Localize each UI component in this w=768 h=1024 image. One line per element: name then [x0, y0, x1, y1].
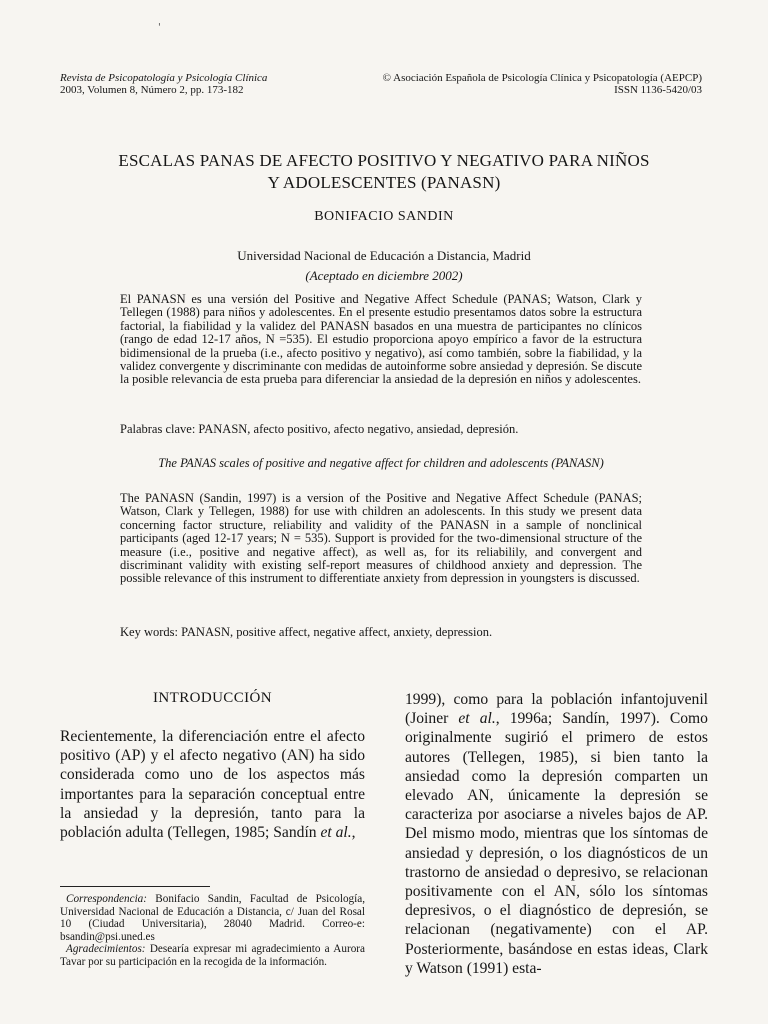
body-text-right-a: 1999), como para la población infantojuvenil (Joiner — [405, 691, 708, 728]
body-text-right-b: , 1996a; Sandín, 1997). Como originalmente sugirió el primero de estos autores (Tellegen, 1985), si bien tanto la ansiedad como la depresión comparten un elevado AN, únicamente la depresión se caracteriza por asociarse a niveles bajos de AP. Del mismo modo, mientras que los síntomas de ansiedad y depresión, o los diagnósticos de un trastorno de ansiedad o depresivo, se relacionan positivamente con el AN, sólo los síntomas depresivos, o el diagnóstico de depresión, se relacionan (negativamente) con el AP. Posteriormente, basándose en estas ideas, Clark y Watson (1991) esta- — [405, 710, 708, 977]
footnote-thanks — [60, 943, 365, 968]
title-line-2: Y ADOLESCENTES (PANASN) — [267, 173, 501, 192]
thanks-text: Desearía expresar mi agradecimiento a Aurora Tavar por su participación en la recogida de la información. — [60, 943, 365, 968]
scan-mark: ' — [158, 22, 161, 33]
footnote-divider — [60, 886, 210, 887]
correspondence-text: Bonifacio Sandin, Facultad de Psicología, Universidad Nacional de Educación a Distancia, c/ Juan del Rosal 10 (Ciudad Universitaria), 28040 Madrid. Correo-e: bsandin@psi.uned.es — [60, 893, 365, 943]
article-title — [60, 150, 708, 194]
footnote-correspondence — [60, 893, 365, 943]
correspondence-label: Correspondencia: — [66, 893, 147, 905]
issn-line: ISSN 1136-5420/03 — [614, 84, 702, 96]
accepted-date: (Aceptado en diciembre 2002) — [305, 268, 463, 283]
author-affiliation: Universidad Nacional de Educación a Distancia, Madrid — [237, 248, 531, 263]
body-text-left-b: , — [351, 824, 356, 842]
keywords-spanish: Palabras clave: PANASN, afecto positivo, afecto negativo, ansiedad, depresión. — [120, 422, 519, 436]
section-heading: INTRODUCCIÓN — [153, 690, 272, 706]
journal-name: Revista de Psicopatología y Psicología Clínica — [60, 72, 268, 84]
body-text-left-a: Recientemente, la diferenciación entre el afecto positivo (AP) y el afecto negativo (AN) ha sido considerada como uno de los aspectos más importantes para la separación conceptual entre la ansiedad y la depresión, tanto para la población adulta (Tellegen, 1985; Sandín — [60, 728, 365, 842]
author-name: BONIFACIO SANDIN — [314, 209, 454, 224]
journal-citation — [60, 72, 267, 96]
thanks-label: Agradecimientos: — [66, 943, 146, 956]
abstract-spanish: El PANASN es una versión del Positive and Negative Affect Schedule (PANAS; Watson, Clark y Tellegen (1988) para niños y adolescentes. En el presente estudio presentamos datos sobre la estructura factorial, la fiabilidad y la validez del PANASN basados en una muestra de participantes no clínicos (rango de edad 12-17 años, N =535). El estudio proporciona apoyo empírico a favor de la estructura bidimensional de la prueba (i.e., afecto positivo y negativo), así como también, sobre la fiabilidad, y la validez convergente y discriminante con medidas de autoinforme sobre ansiedad y depresión. Se discute la posible relevancia de esta prueba para diferenciar la ansiedad de la depresión en niños y adolescentes. — [120, 292, 642, 387]
footnotes — [60, 893, 365, 969]
english-title: The PANAS scales of positive and negative affect for children and adolescents (PANASN) — [158, 456, 604, 470]
body-column-right — [405, 690, 708, 978]
body-column-left — [60, 727, 365, 842]
title-line-1: ESCALAS PANAS DE AFECTO POSITIVO Y NEGATIVO PARA NIÑOS — [118, 151, 650, 170]
keywords-english: Key words: PANASN, positive affect, negative affect, anxiety, depression. — [120, 625, 493, 639]
abstract-english: The PANASN (Sandin, 1997) is a version of the Positive and Negative Affect Schedule (PANAS; Watson, Clark y Tellegen, 1988) for use with children an adolescents. In this study we present data concerning factor structure, reliability and validity of the PANASN in a sample of nonclinical participants (aged 12-17 years; N = 535). Support is provided for the two-dimensional structure of the measure (i.e., positive and negative affect), as well as, for its reliabilily, and convergent and discriminant validity with existing self-report measures of childhood anxiety and depression. The possible relevance of this instrument to differentiate anxiety from depression in youngsters is discussed. — [120, 491, 642, 586]
copyright-line: © Asociación Española de Psicología Clínica y Psicopatología (AEPCP) — [382, 72, 702, 84]
journal-issue: 2003, Volumen 8, Número 2, pp. 173-182 — [60, 84, 244, 96]
body-text-right-em: et al. — [458, 710, 496, 728]
body-text-left-em: et al. — [320, 824, 352, 842]
publisher-info — [322, 72, 702, 96]
